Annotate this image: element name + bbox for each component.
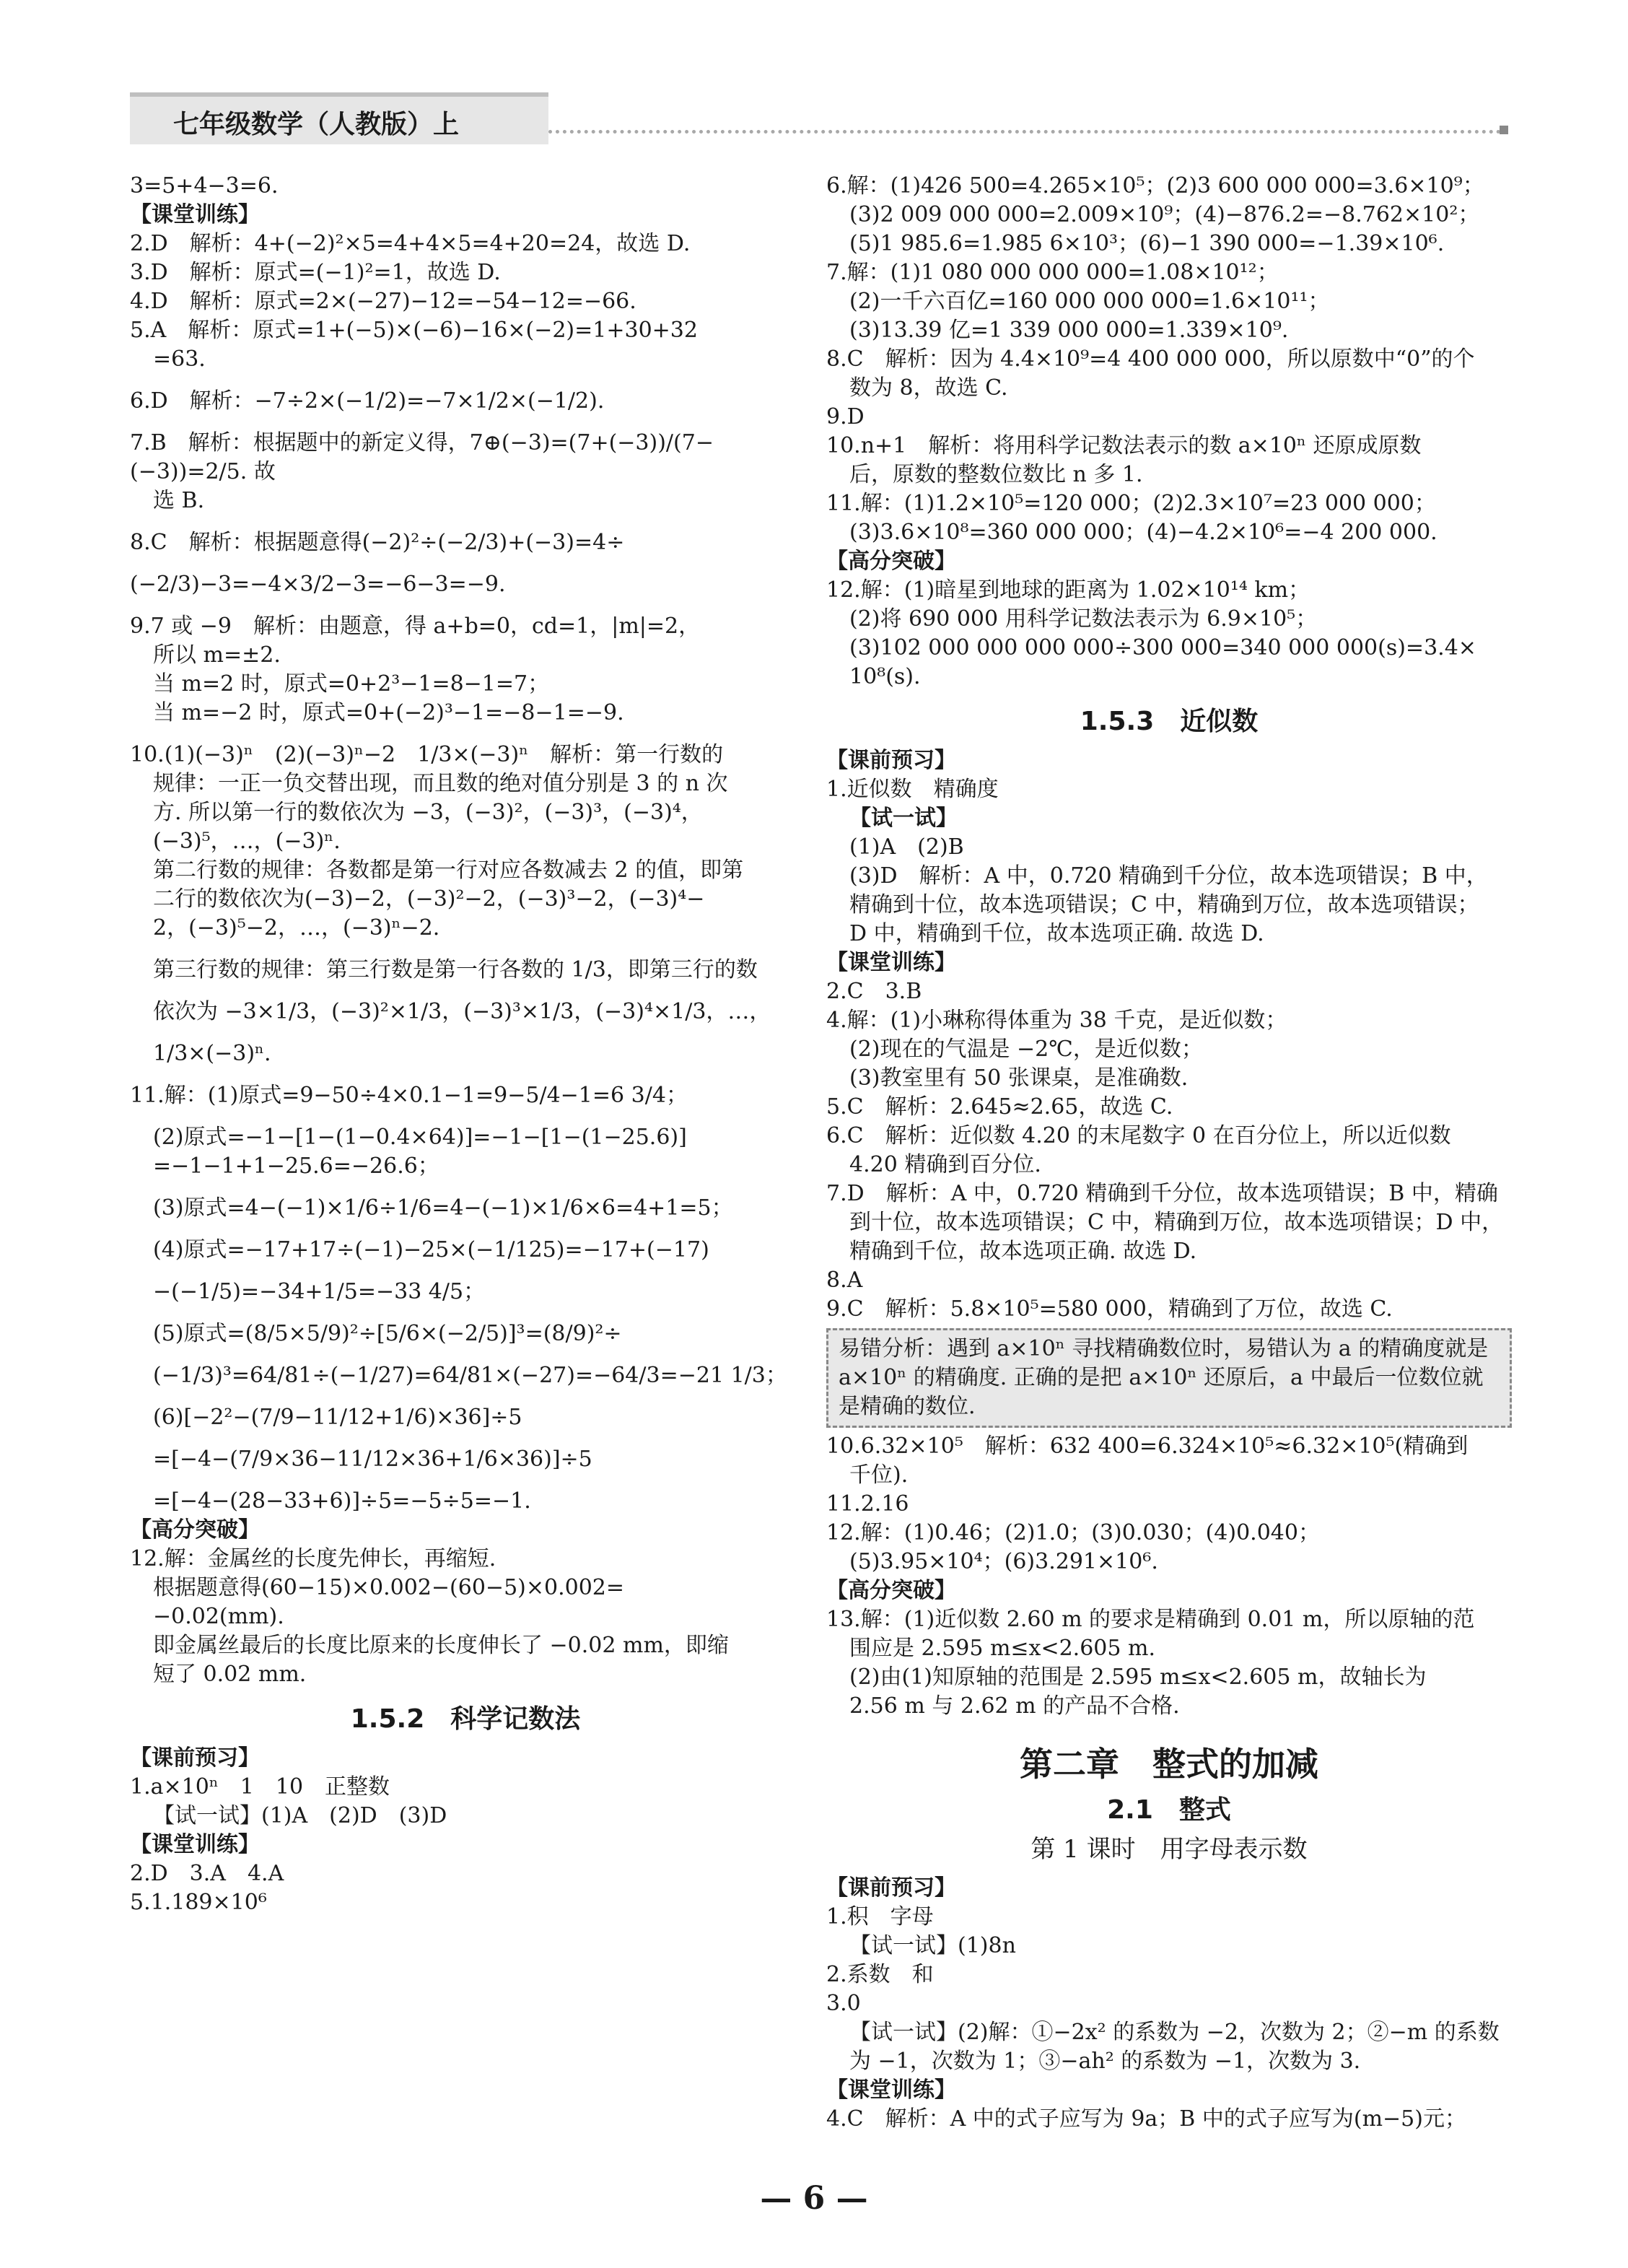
- left-line: =−1−1+1−25.6=−26.6；: [153, 1153, 439, 1179]
- left-line: =[−4−(7/9×36−11/12×36+1/6×36)]÷5: [153, 1447, 592, 1472]
- right-line: 11.解：(1)1.2×10⁵=120 000；(2)2.3×10⁷=23 000 000；: [826, 491, 1436, 516]
- right-line: (3)教室里有 50 张课桌，是准确数.: [849, 1065, 1189, 1091]
- right-line: (3)3.6×10⁸=360 000 000；(4)−4.2×10⁶=−4 200 000.: [849, 520, 1437, 545]
- right-line: (5)1 985.6=1.985 6×10³；(6)−1 390 000=−1.39×10⁶.: [849, 231, 1445, 256]
- right-line: (5)3.95×10⁴；(6)3.291×10⁶.: [849, 1549, 1158, 1574]
- right-line: 【课堂训练】: [826, 950, 956, 975]
- left-line: =63.: [153, 346, 206, 372]
- right-line: 【试一试】(1)8n: [849, 1933, 1016, 1958]
- left-line: 【试一试】(1)A (2)D (3)D: [153, 1803, 447, 1828]
- left-line: 【课前预习】: [130, 1745, 260, 1771]
- left-line: 4.D 解析：原式=2×(−27)−12=−54−12=−66.: [130, 289, 636, 314]
- header-marker: [1500, 126, 1508, 134]
- right-line: 第 1 课时 用字母表示数: [1030, 1835, 1308, 1864]
- left-line: 方. 所以第一行的数依次为 −3，(−3)²，(−3)³，(−3)⁴，: [153, 800, 703, 825]
- right-line: 6.解：(1)426 500=4.265×10⁵；(2)3 600 000 000=3.6×10⁹；: [826, 173, 1484, 199]
- right-line: 10.6.32×10⁵ 解析：632 400=6.324×10⁵≈6.32×10⁵(精确到: [826, 1434, 1469, 1459]
- left-line: 二行的数依次为(−3)−2，(−3)²−2，(−3)³−2，(−3)⁴−: [153, 886, 705, 912]
- left-line: 9.7 或 −9 解析：由题意，得 a+b=0，cd=1，|m|=2，: [130, 614, 701, 639]
- right-line: (3)13.39 亿=1 339 000 000=1.339×10⁹.: [849, 318, 1289, 343]
- left-line: 12.解：金属丝的长度先伸长，再缩短.: [130, 1546, 496, 1571]
- left-line: (−2/3)−3=−4×3/2−3=−6−3=−9.: [130, 572, 506, 597]
- right-line: 【试一试】(2)解：①−2x² 的系数为 −2，次数为 2；②−m 的系数: [849, 2020, 1500, 2045]
- left-line: 当 m=2 时，原式=0+2³−1=8−1=7；: [153, 671, 550, 697]
- left-line: 1.a×10ⁿ 1 10 正整数: [130, 1774, 390, 1800]
- right-line: 易错分析：遇到 a×10ⁿ 寻找精确数位时，易错认为 a 的精确度就是 a×10ⁿ 的精确度. 正确的是把 a×10ⁿ 还原后，a 中最后一位数位就是精确的数位.: [826, 1328, 1512, 1428]
- left-line: (2)原式=−1−[1−(1−0.4×64)]=−1−[1−(1−25.6)]: [153, 1125, 687, 1150]
- right-line: 【试一试】: [849, 806, 958, 831]
- right-line: 【课堂训练】: [826, 2077, 956, 2103]
- left-line: 11.解：(1)原式=9−50÷4×0.1−1=9−5/4−1=6 3/4；: [130, 1083, 688, 1108]
- left-line: 5.A 解析：原式=1+(−5)×(−6)−16×(−2)=1+30+32: [130, 318, 698, 343]
- left-line: 即金属丝最后的长度比原来的长度伸长了 −0.02 mm，即缩: [153, 1633, 729, 1658]
- right-line: (3)D 解析：A 中，0.720 精确到千分位，故本选项错误；B 中，: [849, 863, 1488, 889]
- right-line: 【课前预习】: [826, 748, 956, 773]
- left-line: 10.(1)(−3)ⁿ (2)(−3)ⁿ−2 1/3×(−3)ⁿ 解析：第一行数的: [130, 742, 724, 767]
- right-line: 3.0: [826, 1991, 861, 2016]
- left-line: 6.D 解析：−7÷2×(−1/2)=−7×1/2×(−1/2).: [130, 388, 605, 414]
- left-line: 1/3×(−3)ⁿ.: [153, 1041, 271, 1066]
- left-line: 所以 m=±2.: [153, 642, 281, 668]
- right-line: 【高分突破】: [826, 549, 956, 574]
- right-line: 2.56 m 与 2.62 m 的产品不合格.: [849, 1693, 1180, 1719]
- left-line: 规律：一正一负交替出现，而且数的绝对值分别是 3 的 n 次: [153, 771, 728, 796]
- left-line: 第二行数的规律：各数都是第一行对应各数减去 2 的值，即第: [153, 858, 744, 883]
- page-number: — 6 —: [760, 2180, 868, 2217]
- right-line: 1.近似数 精确度: [826, 777, 999, 802]
- right-line: 第二章 整式的加减: [1020, 1745, 1318, 1784]
- right-line: 【高分突破】: [826, 1578, 956, 1603]
- left-line: 8.C 解析：根据题意得(−2)²÷(−2/3)+(−3)=4÷: [130, 530, 625, 555]
- left-line: 根据题意得(60−15)×0.002−(60−5)×0.002=: [153, 1575, 625, 1600]
- left-line: −0.02(mm).: [153, 1604, 284, 1629]
- left-line: 【高分突破】: [130, 1517, 260, 1543]
- right-line: 11.2.16: [826, 1491, 909, 1517]
- right-line: 6.C 解析：近似数 4.20 的末尾数字 0 在百分位上，所以近似数: [826, 1123, 1451, 1148]
- left-line: 3.D 解析：原式=(−1)²=1，故选 D.: [130, 260, 501, 285]
- left-line: 短了 0.02 mm.: [153, 1662, 307, 1687]
- right-line: 后，原数的整数位数比 n 多 1.: [849, 462, 1143, 487]
- left-line: −(−1/5)=−34+1/5=−33 4/5；: [153, 1279, 486, 1304]
- right-line: 12.解：(1)暗星到地球的距离为 1.02×10¹⁴ km；: [826, 577, 1310, 603]
- right-line: 8.A: [826, 1268, 863, 1293]
- book-title: 七年级数学（人教版）上: [173, 110, 460, 139]
- left-line: 5.1.189×10⁶: [130, 1890, 267, 1915]
- right-line: 为 −1，次数为 1；③−ah² 的系数为 −1，次数为 3.: [849, 2049, 1361, 2074]
- right-line: 数为 8，故选 C.: [849, 375, 1008, 401]
- right-line: 4.20 精确到百分位.: [849, 1152, 1041, 1177]
- right-line: 7.D 解析：A 中，0.720 精确到千分位，故本选项错误；B 中，精确: [826, 1181, 1498, 1206]
- left-line: =[−4−(28−33+6)]÷5=−5÷5=−1.: [153, 1488, 531, 1514]
- right-line: 8.C 解析：因为 4.4×10⁹=4 400 000 000，所以原数中“0”的个: [826, 346, 1475, 372]
- right-line: 10.n+1 解析：将用科学记数法表示的数 a×10ⁿ 还原成原数: [826, 433, 1422, 458]
- right-line: 1.5.3 近似数: [1080, 707, 1259, 736]
- right-line: 4.C 解析：A 中的式子应写为 9a；B 中的式子应写为(m−5)元；: [826, 2106, 1466, 2132]
- right-line: 2.C 3.B: [826, 979, 922, 1004]
- right-line: 5.C 解析：2.645≈2.65，故选 C.: [826, 1094, 1173, 1120]
- right-line: 12.解：(1)0.46；(2)1.0；(3)0.030；(4)0.040；: [826, 1520, 1320, 1545]
- right-line: (2)一千六百亿=160 000 000 000=1.6×10¹¹；: [849, 289, 1330, 314]
- right-line: 精确到千位，故本选项正确. 故选 D.: [849, 1239, 1197, 1264]
- right-line: (3)102 000 000 000 000÷300 000=340 000 000(s)=3.4×: [849, 635, 1476, 660]
- right-line: (1)A (2)B: [849, 834, 964, 860]
- left-line: 3=5+4−3=6.: [130, 173, 279, 199]
- right-line: 10⁸(s).: [849, 664, 921, 689]
- right-line: 2.1 整式: [1107, 1795, 1231, 1825]
- left-line: (4)原式=−17+17÷(−1)−25×(−1/125)=−17+(−17): [153, 1237, 709, 1262]
- left-line: 【课堂训练】: [130, 202, 260, 227]
- right-line: 1.积 字母: [826, 1904, 934, 1929]
- left-line: (−1/3)³=64/81÷(−1/27)=64/81×(−27)=−64/3=−21 1/3；: [153, 1363, 787, 1388]
- right-line: 千位).: [849, 1462, 909, 1488]
- header-rule: [548, 130, 1508, 134]
- left-line: 依次为 −3×1/3，(−3)²×1/3，(−3)³×1/3，(−3)⁴×1/3，…，: [153, 999, 771, 1024]
- right-line: 13.解：(1)近似数 2.60 m 的要求是精确到 0.01 m，所以原轴的范: [826, 1607, 1475, 1632]
- right-line: 到十位，故本选项错误；C 中，精确到万位，故本选项错误；D 中，: [849, 1210, 1504, 1235]
- right-line: 4.解：(1)小琳称得体重为 38 千克，是近似数；: [826, 1008, 1287, 1033]
- left-line: 选 B.: [153, 488, 205, 513]
- right-line: 围应是 2.595 m≤x<2.605 m.: [849, 1636, 1155, 1661]
- right-line: 7.解：(1)1 080 000 000 000=1.08×10¹²；: [826, 260, 1279, 285]
- left-line: 2.D 3.A 4.A: [130, 1861, 284, 1886]
- left-line: (3)原式=4−(−1)×1/6÷1/6=4−(−1)×1/6×6=4+1=5；: [153, 1195, 733, 1221]
- left-line: 第三行数的规律：第三行数是第一行各数的 1/3，即第三行的数: [153, 957, 758, 982]
- right-line: (2)由(1)知原轴的范围是 2.595 m≤x<2.605 m，故轴长为: [849, 1665, 1427, 1690]
- right-line: 【课前预习】: [826, 1875, 956, 1901]
- right-line: (2)现在的气温是 −2℃，是近似数；: [849, 1037, 1203, 1062]
- left-line: 【课堂训练】: [130, 1832, 260, 1857]
- left-line: 2.D 解析：4+(−2)²×5=4+4×5=4+20=24，故选 D.: [130, 231, 691, 256]
- left-line: 2，(−3)⁵−2，…，(−3)ⁿ−2.: [153, 915, 440, 941]
- right-line: 2.系数 和: [826, 1962, 934, 1987]
- right-line: 精确到十位，故本选项错误；C 中，精确到万位，故本选项错误；: [849, 892, 1479, 917]
- header-bar: [130, 92, 548, 144]
- left-line: (6)[−2²−(7/9−11/12+1/6)×36]÷5: [153, 1405, 522, 1430]
- left-column: [130, 172, 801, 1917]
- left-line: (5)原式=(8/5×5/9)²÷[5/6×(−2/5)]³=(8/9)²÷: [153, 1321, 622, 1346]
- left-line: (−3)⁵，…，(−3)ⁿ.: [153, 829, 341, 854]
- right-line: D 中，精确到千位，故本选项正确. 故选 D.: [849, 921, 1264, 946]
- right-line: (2)将 690 000 用科学记数法表示为 6.9×10⁵；: [849, 606, 1318, 632]
- right-line: 9.C 解析：5.8×10⁵=580 000，精确到了万位，故选 C.: [826, 1296, 1393, 1322]
- right-line: 9.D: [826, 404, 865, 429]
- right-column: [826, 172, 1512, 2134]
- left-line: 1.5.2 科学记数法: [350, 1704, 581, 1734]
- right-line: (3)2 009 000 000=2.009×10⁹；(4)−876.2=−8.762×10²；: [849, 202, 1480, 227]
- left-line: 7.B 解析：根据题中的新定义得，7⊕(−3)=(7+(−3))/(7−(−3))=2/5. 故: [130, 430, 714, 484]
- left-line: 当 m=−2 时，原式=0+(−2)³−1=−8−1=−9.: [153, 700, 624, 725]
